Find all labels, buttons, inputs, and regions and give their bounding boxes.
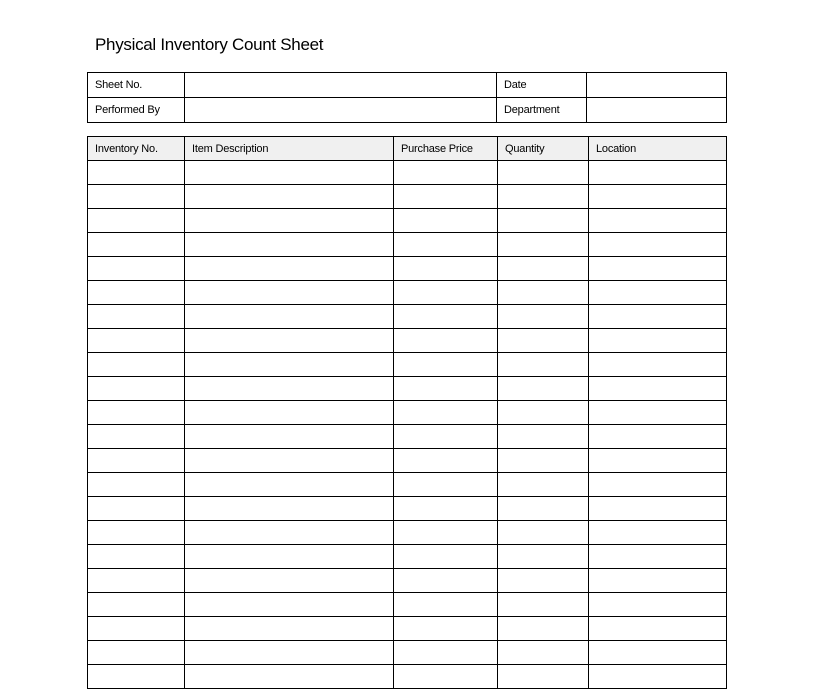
- quantity-cell[interactable]: [498, 281, 589, 305]
- location-cell[interactable]: [589, 401, 727, 425]
- column-header-inventory-no: Inventory No.: [88, 137, 185, 161]
- table-row: [88, 281, 727, 305]
- table-row: [88, 665, 727, 689]
- quantity-cell[interactable]: [498, 497, 589, 521]
- inventory-no-cell[interactable]: [88, 617, 185, 641]
- quantity-cell[interactable]: [498, 665, 589, 689]
- quantity-cell[interactable]: [498, 305, 589, 329]
- location-cell[interactable]: [589, 665, 727, 689]
- table-row: [88, 329, 727, 353]
- item-description-cell[interactable]: [185, 593, 394, 617]
- purchase-price-cell[interactable]: [394, 449, 498, 473]
- location-cell[interactable]: [589, 329, 727, 353]
- inventory-no-cell[interactable]: [88, 473, 185, 497]
- inventory-no-cell[interactable]: [88, 233, 185, 257]
- inventory-no-cell[interactable]: [88, 665, 185, 689]
- item-description-cell[interactable]: [185, 401, 394, 425]
- purchase-price-cell[interactable]: [394, 209, 498, 233]
- table-row: [88, 233, 727, 257]
- table-row: [88, 497, 727, 521]
- purchase-price-cell[interactable]: [394, 425, 498, 449]
- quantity-cell[interactable]: [498, 377, 589, 401]
- quantity-cell[interactable]: [498, 617, 589, 641]
- item-description-cell[interactable]: [185, 521, 394, 545]
- quantity-cell[interactable]: [498, 353, 589, 377]
- location-cell[interactable]: [589, 281, 727, 305]
- item-description-cell[interactable]: [185, 449, 394, 473]
- item-description-cell[interactable]: [185, 473, 394, 497]
- item-description-cell[interactable]: [185, 305, 394, 329]
- item-description-cell[interactable]: [185, 185, 394, 209]
- purchase-price-cell[interactable]: [394, 569, 498, 593]
- sheet-info-table: [87, 72, 727, 123]
- page-title: Physical Inventory Count Sheet: [95, 35, 324, 54]
- inventory-no-cell[interactable]: [88, 497, 185, 521]
- quantity-cell[interactable]: [498, 425, 589, 449]
- table-row: [88, 425, 727, 449]
- location-cell[interactable]: [589, 209, 727, 233]
- location-cell[interactable]: [589, 353, 727, 377]
- performed-by-label: Performed By: [88, 98, 185, 123]
- purchase-price-cell[interactable]: [394, 233, 498, 257]
- item-description-cell[interactable]: [185, 233, 394, 257]
- department-label: Department: [497, 98, 587, 123]
- date-field[interactable]: [587, 73, 727, 98]
- inventory-no-cell[interactable]: [88, 545, 185, 569]
- quantity-cell[interactable]: [498, 185, 589, 209]
- item-description-cell[interactable]: [185, 497, 394, 521]
- inventory-table-header: [88, 137, 727, 161]
- location-cell[interactable]: [589, 449, 727, 473]
- performed-by-field[interactable]: [185, 98, 497, 123]
- purchase-price-cell[interactable]: [394, 161, 498, 185]
- column-header-location: Location: [589, 137, 727, 161]
- location-cell[interactable]: [589, 545, 727, 569]
- table-row: [88, 353, 727, 377]
- location-cell[interactable]: [589, 377, 727, 401]
- item-description-cell[interactable]: [185, 665, 394, 689]
- inventory-no-cell[interactable]: [88, 209, 185, 233]
- inventory-no-cell[interactable]: [88, 353, 185, 377]
- item-description-cell[interactable]: [185, 545, 394, 569]
- sheet-no-field[interactable]: [185, 73, 497, 98]
- table-row: [88, 521, 727, 545]
- item-description-cell[interactable]: [185, 377, 394, 401]
- column-header-item-description: Item Description: [185, 137, 394, 161]
- purchase-price-cell[interactable]: [394, 185, 498, 209]
- location-cell[interactable]: [589, 425, 727, 449]
- purchase-price-cell[interactable]: [394, 617, 498, 641]
- inventory-no-cell[interactable]: [88, 569, 185, 593]
- table-row: [88, 617, 727, 641]
- item-description-cell[interactable]: [185, 257, 394, 281]
- item-description-cell[interactable]: [185, 329, 394, 353]
- purchase-price-cell[interactable]: [394, 497, 498, 521]
- location-cell[interactable]: [589, 497, 727, 521]
- purchase-price-cell[interactable]: [394, 353, 498, 377]
- purchase-price-cell[interactable]: [394, 521, 498, 545]
- quantity-cell[interactable]: [498, 545, 589, 569]
- table-row: [88, 161, 727, 185]
- quantity-cell[interactable]: [498, 257, 589, 281]
- location-cell[interactable]: [589, 593, 727, 617]
- location-cell[interactable]: [589, 257, 727, 281]
- table-row: [88, 257, 727, 281]
- inventory-no-cell[interactable]: [88, 185, 185, 209]
- table-row: [88, 209, 727, 233]
- quantity-cell[interactable]: [498, 233, 589, 257]
- inventory-no-cell[interactable]: [88, 593, 185, 617]
- table-row: [88, 305, 727, 329]
- purchase-price-cell[interactable]: [394, 329, 498, 353]
- inventory-no-cell[interactable]: [88, 257, 185, 281]
- inventory-no-cell[interactable]: [88, 161, 185, 185]
- location-cell[interactable]: [589, 305, 727, 329]
- location-cell[interactable]: [589, 569, 727, 593]
- purchase-price-cell[interactable]: [394, 401, 498, 425]
- table-row: [88, 401, 727, 425]
- item-description-cell[interactable]: [185, 353, 394, 377]
- quantity-cell[interactable]: [498, 329, 589, 353]
- inventory-table: [87, 136, 727, 689]
- purchase-price-cell[interactable]: [394, 257, 498, 281]
- table-row: [88, 569, 727, 593]
- inventory-no-cell[interactable]: [88, 401, 185, 425]
- inventory-no-cell[interactable]: [88, 329, 185, 353]
- purchase-price-cell[interactable]: [394, 665, 498, 689]
- purchase-price-cell[interactable]: [394, 545, 498, 569]
- department-field[interactable]: [587, 98, 727, 123]
- purchase-price-cell[interactable]: [394, 281, 498, 305]
- location-cell[interactable]: [589, 521, 727, 545]
- table-row: [88, 473, 727, 497]
- quantity-cell[interactable]: [498, 209, 589, 233]
- sheet-no-label: Sheet No.: [88, 73, 185, 98]
- table-row: [88, 449, 727, 473]
- info-row-performed: [88, 98, 727, 123]
- item-description-cell[interactable]: [185, 161, 394, 185]
- location-cell[interactable]: [589, 233, 727, 257]
- inventory-no-cell[interactable]: [88, 305, 185, 329]
- column-header-purchase-price: Purchase Price: [394, 137, 498, 161]
- table-row: [88, 593, 727, 617]
- quantity-cell[interactable]: [498, 593, 589, 617]
- quantity-cell[interactable]: [498, 161, 589, 185]
- quantity-cell[interactable]: [498, 401, 589, 425]
- inventory-no-cell[interactable]: [88, 449, 185, 473]
- item-description-cell[interactable]: [185, 281, 394, 305]
- inventory-no-cell[interactable]: [88, 377, 185, 401]
- location-cell[interactable]: [589, 473, 727, 497]
- purchase-price-cell[interactable]: [394, 377, 498, 401]
- item-description-cell[interactable]: [185, 617, 394, 641]
- quantity-cell[interactable]: [498, 569, 589, 593]
- inventory-no-cell[interactable]: [88, 521, 185, 545]
- item-description-cell[interactable]: [185, 425, 394, 449]
- column-header-quantity: Quantity: [498, 137, 589, 161]
- location-cell[interactable]: [589, 617, 727, 641]
- quantity-cell[interactable]: [498, 473, 589, 497]
- info-row-sheet: [88, 73, 727, 98]
- inventory-no-cell[interactable]: [88, 425, 185, 449]
- date-label: Date: [497, 73, 587, 98]
- item-description-cell[interactable]: [185, 209, 394, 233]
- table-row: [88, 377, 727, 401]
- location-cell[interactable]: [589, 161, 727, 185]
- quantity-cell[interactable]: [498, 521, 589, 545]
- quantity-cell[interactable]: [498, 449, 589, 473]
- purchase-price-cell[interactable]: [394, 593, 498, 617]
- table-row: [88, 545, 727, 569]
- purchase-price-cell[interactable]: [394, 473, 498, 497]
- location-cell[interactable]: [589, 185, 727, 209]
- inventory-no-cell[interactable]: [88, 281, 185, 305]
- purchase-price-cell[interactable]: [394, 305, 498, 329]
- item-description-cell[interactable]: [185, 569, 394, 593]
- table-row: [88, 185, 727, 209]
